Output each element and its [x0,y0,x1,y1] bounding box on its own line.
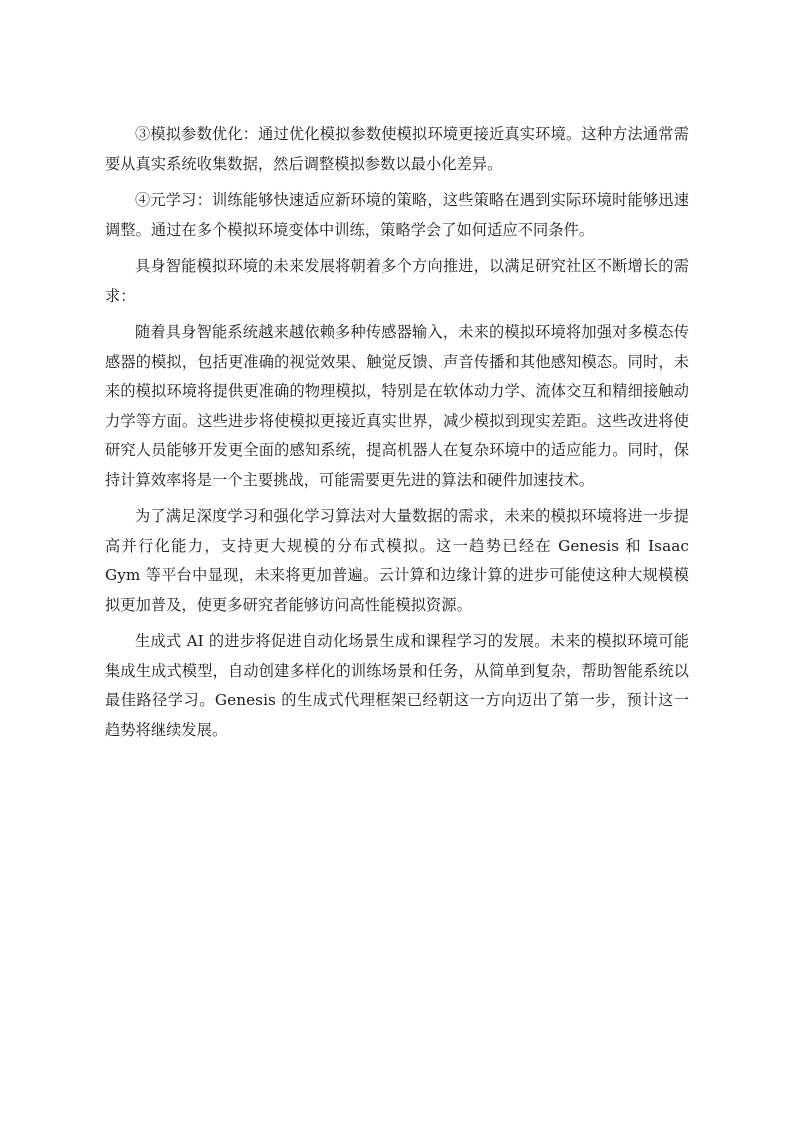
paragraph-generative-ai: 生成式 AI 的进步将促进自动化场景生成和课程学习的发展。未来的模拟环境可能集成生成式模型，自动创建多样化的训练场景和任务，从简单到复杂，帮助智能系统以最佳路径学习。Genesis 的生成式代理框架已经朝这一方向迈出了第一步，预计这一趋势将继续发展。 [105,632,689,739]
document-page [105,120,689,752]
paragraph-parallel-simulation: 为了满足深度学习和强化学习算法对大量数据的需求，未来的模拟环境将进一步提高并行化能力，支持更大规模的分布式模拟。这一趋势已经在 Genesis 和 Isaac Gym 等平台中显现，未来将更加普遍。云计算和边缘计算的进步可能使这种大规模模拟更加普及，使更多研究者能够访问高性能模拟资源。 [105,507,689,614]
paragraph-parameter-optimization: ③模拟参数优化：通过优化模拟参数使模拟环境更接近真实环境。这种方法通常需要从真实系统收集数据，然后调整模拟参数以最小化差异。 [105,125,689,173]
paragraph-multimodal-sensing: 随着具身智能系统越来越依赖多种传感器输入，未来的模拟环境将加强对多模态传感器的模拟，包括更准确的视觉效果、触觉反馈、声音传播和其他感知模态。同时，未来的模拟环境将提供更准确的物理模拟，特别是在软体动力学、流体交互和精细接触动力学等方面。这些进步将使模拟更接近真实世界，减少模拟到现实差距。这些改进将使研究人员能够开发更全面的感知系统，提高机器人在复杂环境中的适应能力。同时，保持计算效率将是一个主要挑战，可能需要更先进的算法和硬件加速技术。 [105,323,689,489]
paragraph-meta-learning: ④元学习：训练能够快速适应新环境的策略，这些策略在遇到实际环境时能够迅速调整。通过在多个模拟环境变体中训练，策略学会了如何适应不同条件。 [105,191,689,239]
paragraph-future-directions-intro: 具身智能模拟环境的未来发展将朝着多个方向推进，以满足研究社区不断增长的需求： [105,257,689,305]
